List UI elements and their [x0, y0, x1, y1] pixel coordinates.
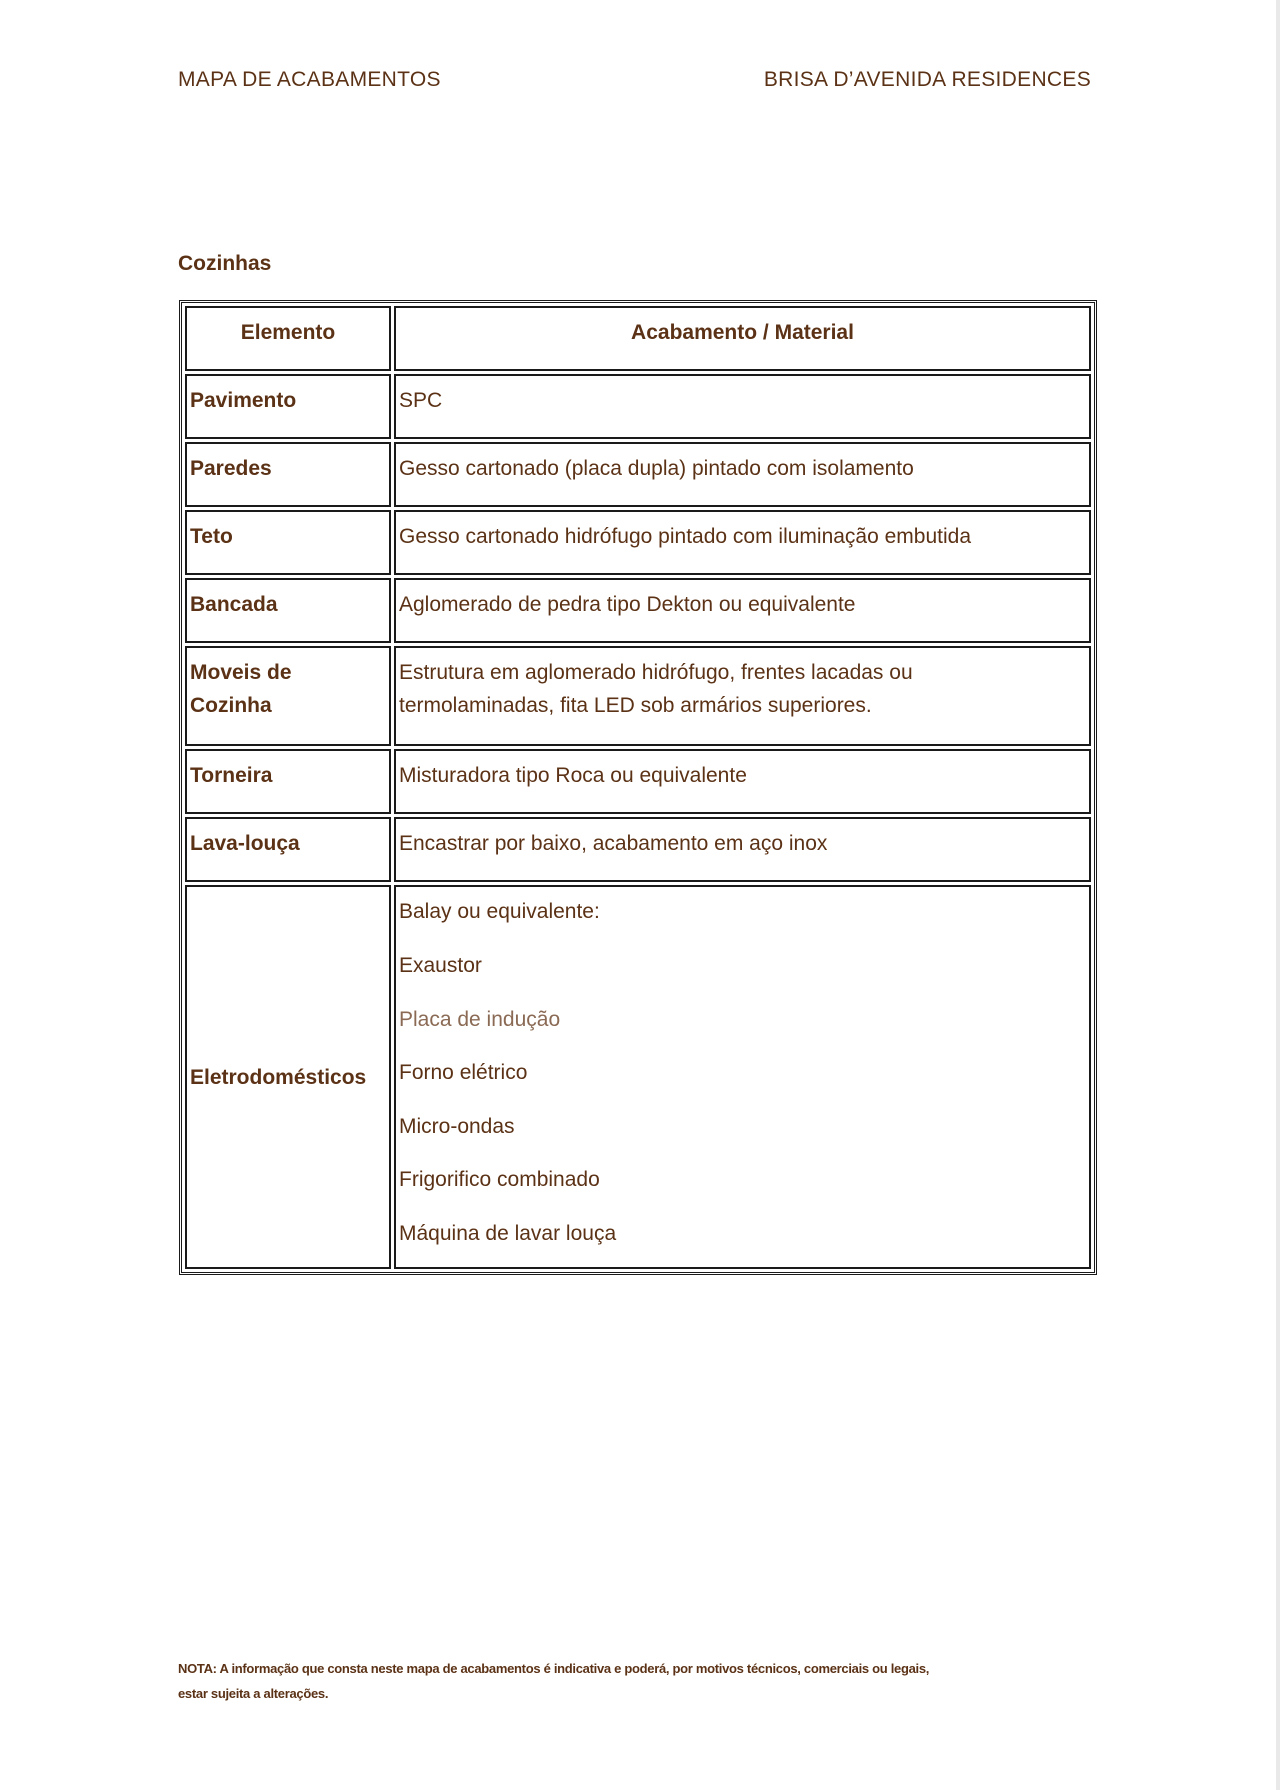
element-cell: Bancada: [185, 578, 391, 643]
table-row: [185, 885, 1091, 1269]
material-cell: Encastrar por baixo, acabamento em aço inox: [394, 817, 1091, 882]
appliance-item: Placa de indução: [399, 1007, 561, 1031]
footer-note-line: NOTA: A informação que consta neste mapa de acabamentos é indicativa e poderá, por motivos técnicos, comerciais ou legais,: [178, 1661, 930, 1676]
footer-note: [178, 1656, 1078, 1706]
footer-note-line: estar sujeita a alterações.: [178, 1686, 329, 1701]
appliance-item: Máquina de lavar louça: [399, 1221, 617, 1245]
material-line: Estrutura em aglomerado hidrófugo, frentes lacadas ou: [399, 661, 913, 684]
material-cell: Gesso cartonado (placa dupla) pintado com isolamento: [394, 442, 1091, 507]
material-cell: SPC: [394, 374, 1091, 439]
header-document-title: MAPA DE ACABAMENTOS: [178, 68, 441, 91]
material-cell: Misturadora tipo Roca ou equivalente: [394, 749, 1091, 814]
element-cell: Teto: [185, 510, 391, 575]
element-cell: Pavimento: [185, 374, 391, 439]
element-cell: Lava-louça: [185, 817, 391, 882]
appliance-list: [394, 885, 1091, 1269]
table-row: [185, 817, 1091, 882]
material-cell: Aglomerado de pedra tipo Dekton ou equivalente: [394, 578, 1091, 643]
material-line: termolaminadas, fita LED sob armários superiores.: [399, 694, 872, 717]
element-cell: Paredes: [185, 442, 391, 507]
appliance-item: Frigorifico combinado: [399, 1168, 600, 1192]
appliance-item: Micro-ondas: [399, 1114, 515, 1138]
section-title: Cozinhas: [178, 252, 272, 275]
column-header-element: Elemento: [185, 306, 391, 371]
element-line: Cozinha: [190, 694, 272, 717]
table-row: [185, 749, 1091, 814]
material-cell: Gesso cartonado hidrófugo pintado com iluminação embutida: [394, 510, 1091, 575]
table-row: [185, 374, 1091, 439]
appliance-brand-line: Balay ou equivalente:: [399, 900, 600, 923]
appliance-item: Exaustor: [399, 954, 482, 977]
column-header-material: Acabamento / Material: [394, 306, 1091, 371]
table-row: [185, 442, 1091, 507]
table-row: [185, 646, 1091, 746]
element-cell: Torneira: [185, 749, 391, 814]
table-row: [185, 578, 1091, 643]
finishes-table: [179, 300, 1097, 1275]
page-edge-shadow: [1276, 0, 1280, 1790]
table-header-row: [185, 306, 1091, 371]
table-row: [185, 510, 1091, 575]
element-line: Moveis de: [190, 661, 292, 684]
appliance-item: Forno elétrico: [399, 1061, 528, 1085]
material-cell: [394, 646, 1091, 746]
element-cell: [185, 646, 391, 746]
header-project-name: BRISA D’AVENIDA RESIDENCES: [763, 68, 1091, 91]
element-cell: Eletrodomésticos: [185, 885, 391, 1269]
